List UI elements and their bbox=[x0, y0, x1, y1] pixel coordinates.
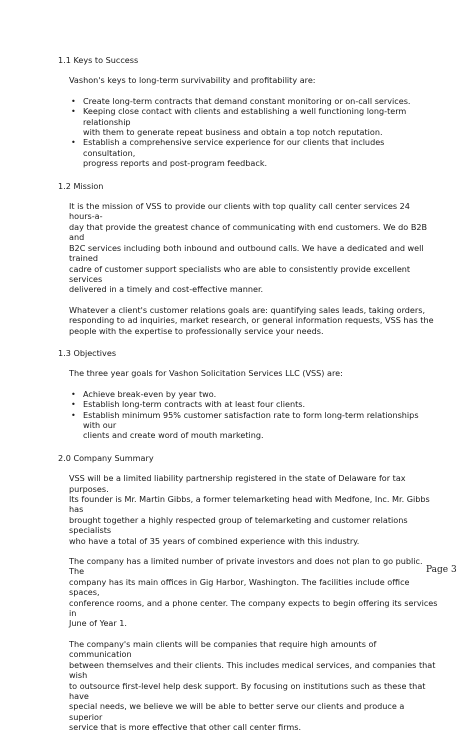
page-number: Page 3 bbox=[426, 565, 457, 575]
keys-intro-paragraph: Vashon's keys to long-term survivability and profitability are: bbox=[69, 75, 316, 86]
list-item bbox=[69, 410, 438, 441]
list-item-text: Establish minimum 95% customer satisfaction rate to form long-term relationships with our clients and create word of mouth marketing. bbox=[83, 409, 419, 441]
section-heading-keys-to-success: 1.1 Keys to Success bbox=[58, 55, 139, 65]
list-item-text: Establish a comprehensive service experience for our clients that includes consultation, progress reports and post-program feedback. bbox=[83, 137, 385, 169]
objectives-bullet-list bbox=[69, 389, 438, 441]
list-item bbox=[69, 399, 438, 409]
company-paragraph-2: The company has a limited number of private investors and does not plan to go public. The company has its main offices in Gig Harbor, Washington. The facilities include office spaces, conference rooms, and a phone center. The company expects to begin offering its services in June of Year 1. bbox=[69, 556, 438, 629]
objectives-intro-paragraph: The three year goals for Vashon Solicitation Services LLC (VSS) are: bbox=[69, 368, 343, 379]
list-item-text: Establish long-term contracts with at least four clients. bbox=[83, 399, 306, 410]
list-item bbox=[69, 389, 438, 399]
bullet-icon: • bbox=[71, 95, 76, 106]
section-heading-mission: 1.2 Mission bbox=[58, 180, 104, 191]
bullet-icon: • bbox=[71, 388, 76, 399]
list-item bbox=[69, 96, 438, 106]
page-content bbox=[58, 55, 438, 733]
list-item-text: Keeping close contact with clients and establishing a well functioning long-term relationship with them to generate repeat business and obtain a top notch reputation. bbox=[83, 106, 407, 138]
section-heading-objectives: 1.3 Objectives bbox=[58, 347, 117, 358]
mission-paragraph-1: It is the mission of VSS to provide our clients with top quality call center services 24 hours-a- day that provide the greatest chance of communicating with end customers. We do B2B and B2C services including both inbound and outbound calls. We have a dedicated and well trained cadre of customer support specialists who are able to consistently provide excellent services delivered in a timely and cost-effective manner. bbox=[69, 201, 428, 295]
mission-paragraph-2: Whatever a client's customer relations goals are: quantifying sales leads, taking orders, responding to ad inquiries, market research, or general information requests, VSS has the people with the expertise to professionally service your needs. bbox=[69, 304, 434, 336]
list-item-text: Achieve break-even by year two. bbox=[83, 388, 217, 399]
section-heading-company-summary: 2.0 Company Summary bbox=[58, 452, 154, 463]
bullet-icon: • bbox=[71, 409, 76, 420]
bullet-icon: • bbox=[71, 399, 76, 410]
company-paragraph-1: VSS will be a limited liability partnership registered in the state of Delaware for tax purposes. Its founder is Mr. Martin Gibbs, a former telemarketing head with Medfone, Inc. Mr. Gibbs has brought together a highly respected group of telemarketing and customer relations specialists who have a total of 35 years of combined experience with this industry. bbox=[69, 473, 430, 546]
bullet-icon: • bbox=[71, 106, 76, 117]
keys-bullet-list bbox=[69, 96, 438, 169]
list-item bbox=[69, 106, 438, 137]
list-item-text: Create long-term contracts that demand constant monitoring or on-call services. bbox=[83, 95, 411, 106]
company-paragraph-3: The company's main clients will be companies that require high amounts of communication between themselves and their clients. This includes medical services, and companies that wish to outsource first-level help desk support. By focusing on institutions such as these that have special needs, we believe we will be able to better serve our clients and produce a superior service that is more effective that other call center firms. bbox=[69, 638, 436, 733]
list-item bbox=[69, 137, 438, 168]
bullet-icon: • bbox=[71, 137, 76, 148]
